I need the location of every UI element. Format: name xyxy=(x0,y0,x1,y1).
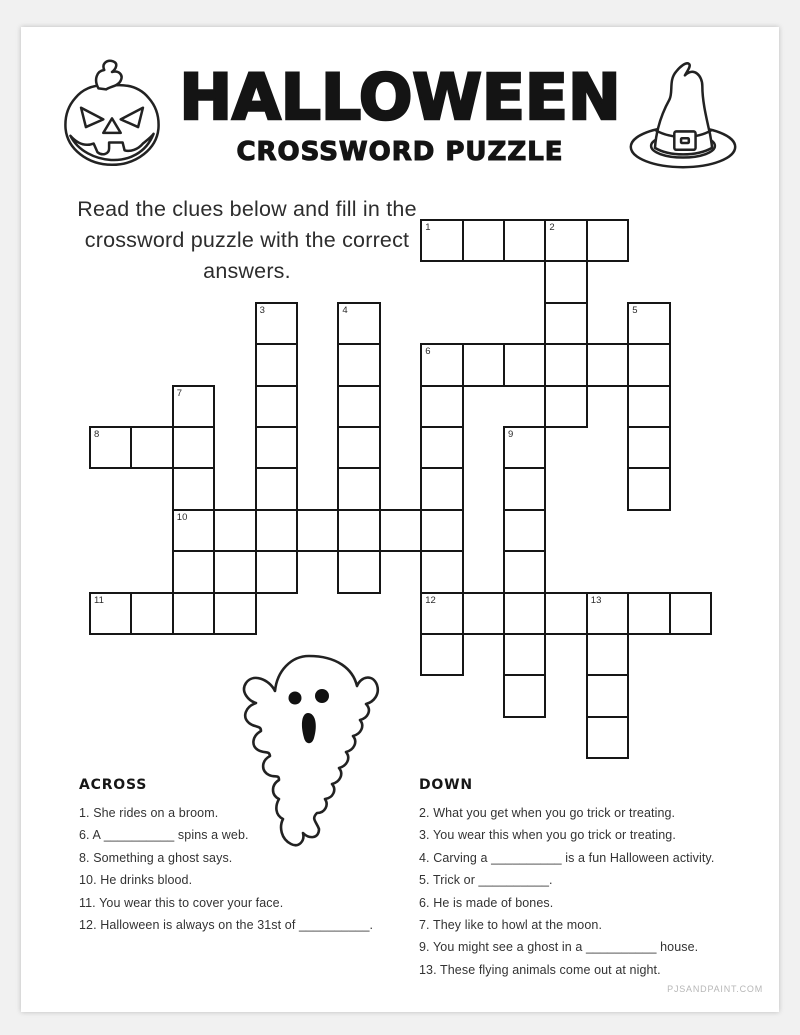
grid-cell[interactable] xyxy=(130,426,173,469)
grid-cell[interactable] xyxy=(627,343,670,386)
grid-cell[interactable] xyxy=(586,343,629,386)
printable-page xyxy=(21,27,779,1012)
grid-cell[interactable] xyxy=(379,509,422,552)
across-section xyxy=(79,777,409,936)
clue-item: 9. You might see a ghost in a __________ house. xyxy=(419,940,699,955)
grid-cell[interactable] xyxy=(503,467,546,510)
grid-cell[interactable] xyxy=(420,509,463,552)
clue-item: 12. Halloween is always on the 31st of __________. xyxy=(79,918,374,933)
clue-item: 3. You wear this when you go trick or treating. xyxy=(419,828,676,843)
grid-cell[interactable] xyxy=(586,592,629,635)
crossword-grid xyxy=(89,219,713,760)
grid-cell[interactable] xyxy=(337,385,380,428)
clue-item: 1. She rides on a broom. xyxy=(79,806,219,820)
grid-cell[interactable] xyxy=(462,592,505,635)
grid-cell[interactable] xyxy=(462,343,505,386)
grid-cell[interactable] xyxy=(337,509,380,552)
grid-cell[interactable] xyxy=(627,426,670,469)
grid-cell-number: 10 xyxy=(176,511,188,523)
clue-item: 5. Trick or __________. xyxy=(419,873,553,888)
down-section xyxy=(419,777,771,981)
grid-cell[interactable] xyxy=(627,302,670,345)
grid-cell[interactable] xyxy=(337,426,380,469)
grid-cell-number: 12 xyxy=(425,594,436,606)
grid-cell[interactable] xyxy=(669,592,712,635)
grid-cell[interactable] xyxy=(420,633,463,676)
down-clue-list xyxy=(419,802,771,981)
down-heading: DOWN xyxy=(419,777,473,793)
clue-item: 11. You wear this to cover your face. xyxy=(79,895,284,910)
grid-cell[interactable] xyxy=(296,509,339,552)
grid-cell[interactable] xyxy=(503,550,546,593)
grid-cell[interactable] xyxy=(172,426,215,469)
grid-cell[interactable] xyxy=(130,592,173,635)
grid-cell[interactable] xyxy=(255,343,298,386)
footer-credit: PJSANDPAINT.COM xyxy=(667,984,763,994)
grid-cell[interactable] xyxy=(544,219,587,262)
grid-cell[interactable] xyxy=(172,509,215,552)
grid-cell[interactable] xyxy=(627,467,670,510)
grid-cell[interactable] xyxy=(337,302,380,345)
grid-cell[interactable] xyxy=(627,592,670,635)
grid-cell[interactable] xyxy=(213,592,256,635)
grid-cell[interactable] xyxy=(544,592,587,635)
clue-item: 6. He is made of bones. xyxy=(419,895,554,910)
grid-cell[interactable] xyxy=(213,509,256,552)
grid-cell[interactable] xyxy=(586,633,629,676)
grid-cell[interactable] xyxy=(503,592,546,635)
grid-cell[interactable] xyxy=(255,426,298,469)
clue-item: 6. A __________ spins a web. xyxy=(79,828,249,843)
grid-cell[interactable] xyxy=(420,467,463,510)
grid-cell[interactable] xyxy=(503,219,546,262)
grid-cell[interactable] xyxy=(255,467,298,510)
page-title: HALLOWEEN xyxy=(179,61,621,134)
grid-cell-number: 5 xyxy=(632,304,638,316)
grid-cell-number: 9 xyxy=(508,429,514,440)
clue-item: 4. Carving a __________ is a fun Halloween activity. xyxy=(419,850,715,865)
grid-cell[interactable] xyxy=(586,219,629,262)
grid-cell[interactable] xyxy=(544,260,587,303)
grid-cell[interactable] xyxy=(172,467,215,510)
clue-item: 13. These flying animals come out at night. xyxy=(419,962,661,977)
grid-cell[interactable] xyxy=(255,550,298,593)
grid-cell-number: 11 xyxy=(94,594,104,606)
grid-cell-number: 7 xyxy=(176,387,183,399)
clue-item: 2. What you get when you go trick or treating. xyxy=(419,806,676,820)
grid-cell[interactable] xyxy=(172,592,215,635)
across-clue-list xyxy=(79,802,409,936)
grid-cell[interactable] xyxy=(420,426,463,469)
grid-cell[interactable] xyxy=(544,385,587,428)
grid-cell[interactable] xyxy=(172,550,215,593)
grid-cell[interactable] xyxy=(255,509,298,552)
page-subtitle: CROSSWORD PUZZLE xyxy=(236,137,564,167)
clue-item: 8. Something a ghost says. xyxy=(79,850,233,865)
grid-cell-number: 8 xyxy=(94,429,100,440)
grid-cell[interactable] xyxy=(337,550,380,593)
grid-cell[interactable] xyxy=(503,343,546,386)
grid-cell-number: 2 xyxy=(549,222,555,233)
grid-cell[interactable] xyxy=(89,592,132,635)
grid-cell[interactable] xyxy=(503,426,546,469)
across-heading: ACROSS xyxy=(79,777,148,793)
grid-cell[interactable] xyxy=(586,674,629,717)
grid-cell[interactable] xyxy=(420,343,463,386)
grid-cell[interactable] xyxy=(503,509,546,552)
grid-cell[interactable] xyxy=(420,219,463,262)
grid-cell[interactable] xyxy=(255,302,298,345)
grid-cell[interactable] xyxy=(503,674,546,717)
grid-cell-number: 6 xyxy=(425,346,431,358)
grid-cell[interactable] xyxy=(420,592,463,635)
grid-cell-number: 3 xyxy=(259,304,265,316)
grid-cell-number: 1 xyxy=(425,222,431,233)
grid-cell[interactable] xyxy=(462,219,505,262)
instructions-text: Read the clues below and fill in the crossword puzzle with the correct answers. xyxy=(77,197,417,283)
grid-cell[interactable] xyxy=(420,385,463,428)
grid-cell-number: 4 xyxy=(342,304,348,316)
grid-cell[interactable] xyxy=(544,343,587,386)
grid-cell[interactable] xyxy=(89,426,132,469)
grid-cell[interactable] xyxy=(544,302,587,345)
grid-cell[interactable] xyxy=(420,550,463,593)
grid-cell[interactable] xyxy=(337,467,380,510)
grid-cell[interactable] xyxy=(586,716,629,759)
grid-cell[interactable] xyxy=(337,343,380,386)
grid-cell[interactable] xyxy=(172,385,215,428)
grid-cell-number: 13 xyxy=(590,594,602,606)
clue-item: 10. He drinks blood. xyxy=(79,873,193,888)
grid-cell[interactable] xyxy=(255,385,298,428)
grid-cell[interactable] xyxy=(503,633,546,676)
grid-cell[interactable] xyxy=(627,385,670,428)
clue-item: 7. They like to howl at the moon. xyxy=(419,918,603,933)
